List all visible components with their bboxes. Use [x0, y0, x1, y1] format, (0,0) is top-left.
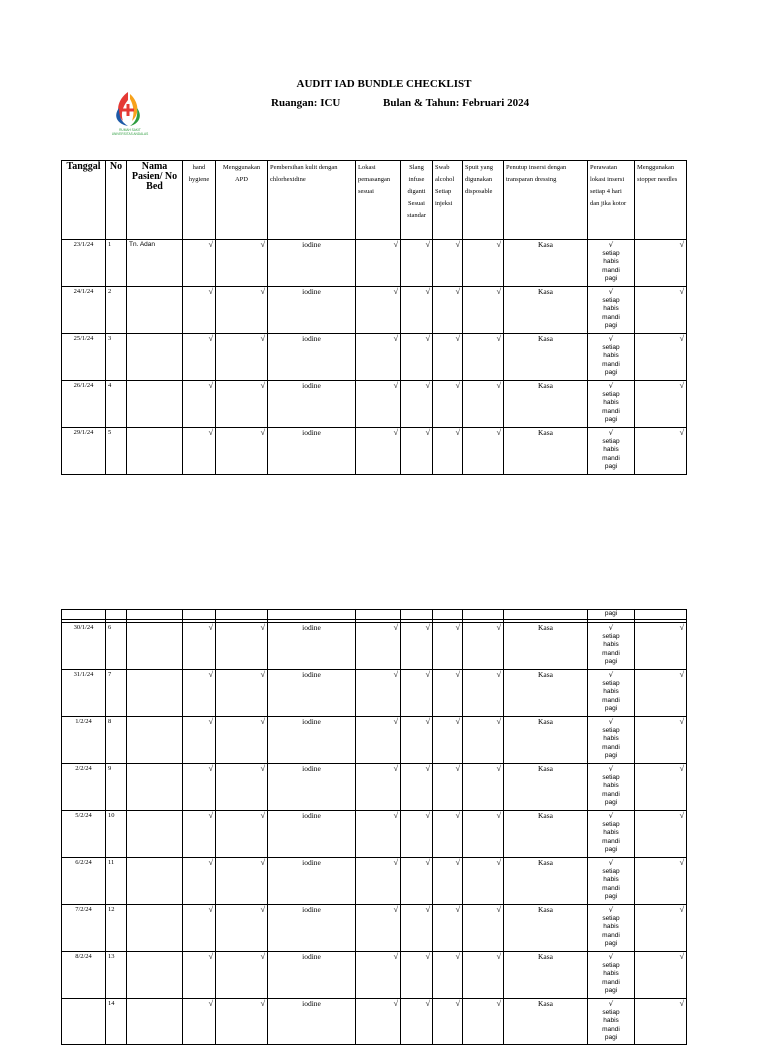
date-cell: 26/1/24 [62, 381, 106, 428]
check-mark: √ [635, 240, 687, 287]
col-slang: Slang infuse diganti Sesuai standar [401, 161, 433, 240]
iodine-cell: iodine [268, 764, 356, 811]
check-mark: √ [183, 334, 216, 381]
check-mark: √ [608, 335, 614, 343]
care-cell [588, 287, 635, 334]
patient-name-cell [127, 999, 183, 1045]
check-mark: √ [356, 764, 401, 811]
check-mark: √ [608, 382, 614, 390]
check-mark: √ [463, 999, 504, 1045]
check-mark: √ [608, 671, 614, 679]
check-mark: √ [635, 334, 687, 381]
check-mark: √ [635, 999, 687, 1045]
check-mark: √ [463, 905, 504, 952]
check-mark: √ [463, 334, 504, 381]
iodine-cell: iodine [268, 811, 356, 858]
check-mark: √ [463, 811, 504, 858]
iodine-cell: iodine [268, 334, 356, 381]
care-text-line: pagi [604, 940, 618, 947]
check-mark: √ [216, 240, 268, 287]
check-mark: √ [433, 999, 463, 1045]
check-mark: √ [183, 717, 216, 764]
table-row [62, 999, 687, 1045]
check-mark: √ [356, 858, 401, 905]
care-cell [588, 428, 635, 475]
care-text-line: setiap [602, 773, 620, 781]
care-text-line: habis [603, 782, 619, 789]
care-text-line: habis [603, 352, 619, 359]
care-text-line: habis [603, 1017, 619, 1024]
continuation-row [62, 610, 687, 620]
kasa-cell: Kasa [504, 287, 588, 334]
care-text-line: pagi [604, 752, 618, 759]
table-row [62, 623, 687, 670]
check-mark: √ [216, 623, 268, 670]
kasa-cell: Kasa [504, 623, 588, 670]
care-cell [588, 240, 635, 287]
no-cell: 2 [106, 287, 127, 334]
kasa-cell: Kasa [504, 811, 588, 858]
care-text-line: mandi [602, 884, 620, 892]
check-mark: √ [401, 811, 433, 858]
care-text-line: setiap [602, 343, 620, 351]
check-mark: √ [463, 764, 504, 811]
col-hand-hygiene: hand hygiene [183, 161, 216, 240]
care-continuation: pagi [588, 610, 635, 620]
check-mark: √ [216, 905, 268, 952]
care-text-line: mandi [602, 978, 620, 986]
date-cell [62, 999, 106, 1045]
check-mark: √ [635, 717, 687, 764]
table-row [62, 670, 687, 717]
check-mark: √ [216, 811, 268, 858]
check-mark: √ [635, 952, 687, 999]
check-mark: √ [463, 287, 504, 334]
no-cell: 9 [106, 764, 127, 811]
check-mark: √ [608, 1000, 614, 1008]
table-row [62, 287, 687, 334]
check-mark: √ [183, 764, 216, 811]
check-mark: √ [356, 428, 401, 475]
check-mark: √ [608, 765, 614, 773]
table-row [62, 764, 687, 811]
check-mark: √ [635, 905, 687, 952]
iodine-cell: iodine [268, 717, 356, 764]
care-text-line: mandi [602, 360, 620, 368]
check-mark: √ [433, 905, 463, 952]
check-mark: √ [183, 952, 216, 999]
table-row [62, 428, 687, 475]
check-mark: √ [433, 334, 463, 381]
table-row [62, 381, 687, 428]
patient-name-cell [127, 287, 183, 334]
check-mark: √ [401, 334, 433, 381]
check-mark: √ [635, 381, 687, 428]
care-text-line: setiap [602, 1008, 620, 1016]
date-cell: 29/1/24 [62, 428, 106, 475]
check-mark: √ [433, 287, 463, 334]
care-text-line: setiap [602, 867, 620, 875]
care-text-line: pagi [604, 705, 618, 712]
col-nama-pasien: Nama Pasien/ No Bed [127, 161, 183, 240]
date-cell: 8/2/24 [62, 952, 106, 999]
check-mark: √ [356, 670, 401, 717]
check-mark: √ [216, 952, 268, 999]
check-mark: √ [608, 953, 614, 961]
svg-text:RUMAH SAKIT: RUMAH SAKIT [119, 128, 141, 132]
no-cell: 1 [106, 240, 127, 287]
check-mark: √ [356, 952, 401, 999]
check-mark: √ [183, 428, 216, 475]
check-mark: √ [608, 906, 614, 914]
check-mark: √ [401, 428, 433, 475]
care-text-line: habis [603, 735, 619, 742]
care-cell [588, 717, 635, 764]
patient-name-cell: Tn. Adan [127, 240, 183, 287]
care-text-line: setiap [602, 390, 620, 398]
care-cell [588, 670, 635, 717]
check-mark: √ [401, 999, 433, 1045]
care-text-line: pagi [604, 799, 618, 806]
col-no: No [106, 161, 127, 240]
check-mark: √ [216, 381, 268, 428]
check-mark: √ [635, 670, 687, 717]
care-text-line: mandi [602, 790, 620, 798]
patient-name-cell [127, 334, 183, 381]
kasa-cell: Kasa [504, 240, 588, 287]
check-mark: √ [608, 288, 614, 296]
care-text-line: mandi [602, 313, 620, 321]
patient-name-cell [127, 717, 183, 764]
care-text-line: pagi [604, 416, 618, 423]
month-year-label: Bulan & Tahun: Februari 2024 [383, 97, 530, 109]
iodine-cell: iodine [268, 905, 356, 952]
table-row [62, 905, 687, 952]
kasa-cell: Kasa [504, 764, 588, 811]
care-text-line: mandi [602, 407, 620, 415]
check-mark: √ [635, 287, 687, 334]
date-cell: 2/2/24 [62, 764, 106, 811]
check-mark: √ [183, 287, 216, 334]
check-mark: √ [433, 623, 463, 670]
table-row [62, 240, 687, 287]
care-text-line: mandi [602, 454, 620, 462]
check-mark: √ [433, 717, 463, 764]
no-cell: 11 [106, 858, 127, 905]
col-pembersihan: Pembersihan kulit dengan chlorhexidine [268, 161, 356, 240]
document-title: AUDIT IAD BUNDLE CHECKLIST [296, 78, 472, 90]
check-mark: √ [433, 428, 463, 475]
patient-name-cell [127, 858, 183, 905]
check-mark: √ [608, 718, 614, 726]
patient-name-cell [127, 428, 183, 475]
care-cell [588, 905, 635, 952]
check-mark: √ [356, 381, 401, 428]
care-text-line: pagi [604, 658, 618, 665]
check-mark: √ [183, 811, 216, 858]
check-mark: √ [608, 859, 614, 867]
check-mark: √ [635, 623, 687, 670]
iodine-cell: iodine [268, 381, 356, 428]
col-apd: Menggunakan APD [216, 161, 268, 240]
check-mark: √ [635, 764, 687, 811]
care-text-line: mandi [602, 743, 620, 751]
care-text-line: setiap [602, 726, 620, 734]
care-text-line: mandi [602, 837, 620, 845]
patient-name-cell [127, 381, 183, 428]
check-mark: √ [463, 717, 504, 764]
check-mark: √ [356, 811, 401, 858]
col-stopper: Menggunakan stopper needles [635, 161, 687, 240]
no-cell: 6 [106, 623, 127, 670]
check-mark: √ [183, 623, 216, 670]
date-cell: 23/1/24 [62, 240, 106, 287]
check-mark: √ [463, 381, 504, 428]
no-cell: 12 [106, 905, 127, 952]
table-row [62, 811, 687, 858]
check-mark: √ [401, 381, 433, 428]
care-text-line: pagi [604, 369, 618, 376]
check-mark: √ [433, 952, 463, 999]
check-mark: √ [463, 858, 504, 905]
check-mark: √ [401, 717, 433, 764]
kasa-cell: Kasa [504, 381, 588, 428]
check-mark: √ [608, 812, 614, 820]
iodine-cell: iodine [268, 670, 356, 717]
care-cell [588, 381, 635, 428]
care-text-line: habis [603, 829, 619, 836]
table-row [62, 334, 687, 381]
patient-name-cell [127, 764, 183, 811]
check-mark: √ [216, 334, 268, 381]
check-mark: √ [433, 381, 463, 428]
care-text-line: setiap [602, 632, 620, 640]
care-text-line: habis [603, 446, 619, 453]
check-mark: √ [356, 334, 401, 381]
care-text-line: mandi [602, 266, 620, 274]
care-text-line: habis [603, 876, 619, 883]
hospital-logo [95, 88, 165, 138]
check-mark: √ [463, 670, 504, 717]
care-text-line: pagi [604, 1034, 618, 1041]
check-mark: √ [216, 999, 268, 1045]
care-text-line: pagi [604, 893, 618, 900]
col-penutup: Penutup insersi dengan transparan dressing [504, 161, 588, 240]
table-header-row [62, 161, 687, 240]
check-mark: √ [356, 240, 401, 287]
care-text-line: mandi [602, 1025, 620, 1033]
date-cell: 7/2/24 [62, 905, 106, 952]
table-row [62, 717, 687, 764]
check-mark: √ [401, 623, 433, 670]
check-mark: √ [183, 905, 216, 952]
check-mark: √ [216, 717, 268, 764]
care-text-line: pagi [604, 987, 618, 994]
patient-name-cell [127, 905, 183, 952]
col-swab: Swab alcohol Setiap injeksi [433, 161, 463, 240]
iodine-cell: iodine [268, 858, 356, 905]
patient-name-cell [127, 811, 183, 858]
date-cell: 25/1/24 [62, 334, 106, 381]
check-mark: √ [401, 764, 433, 811]
col-tanggal: Tanggal [62, 161, 106, 240]
check-mark: √ [216, 287, 268, 334]
date-cell: 24/1/24 [62, 287, 106, 334]
check-mark: √ [401, 240, 433, 287]
care-text-line: pagi [604, 275, 618, 282]
check-mark: √ [216, 764, 268, 811]
care-text-line: mandi [602, 649, 620, 657]
check-mark: √ [635, 428, 687, 475]
check-mark: √ [183, 381, 216, 428]
no-cell: 13 [106, 952, 127, 999]
check-mark: √ [216, 428, 268, 475]
care-text-line: pagi [604, 463, 618, 470]
care-text-line: setiap [602, 914, 620, 922]
date-cell: 31/1/24 [62, 670, 106, 717]
check-mark: √ [635, 811, 687, 858]
iodine-cell: iodine [268, 952, 356, 999]
table-row [62, 858, 687, 905]
check-mark: √ [401, 952, 433, 999]
check-mark: √ [463, 623, 504, 670]
check-mark: √ [356, 287, 401, 334]
care-cell [588, 334, 635, 381]
kasa-cell: Kasa [504, 428, 588, 475]
iodine-cell: iodine [268, 240, 356, 287]
check-mark: √ [356, 905, 401, 952]
no-cell: 5 [106, 428, 127, 475]
check-mark: √ [463, 428, 504, 475]
check-mark: √ [183, 858, 216, 905]
check-mark: √ [401, 670, 433, 717]
check-mark: √ [433, 764, 463, 811]
kasa-cell: Kasa [504, 858, 588, 905]
iodine-cell: iodine [268, 287, 356, 334]
date-cell: 6/2/24 [62, 858, 106, 905]
no-cell: 7 [106, 670, 127, 717]
check-mark: √ [401, 858, 433, 905]
date-cell: 1/2/24 [62, 717, 106, 764]
check-mark: √ [433, 670, 463, 717]
care-cell [588, 999, 635, 1045]
care-cell [588, 764, 635, 811]
check-mark: √ [433, 858, 463, 905]
check-mark: √ [463, 240, 504, 287]
check-mark: √ [216, 670, 268, 717]
iodine-cell: iodine [268, 999, 356, 1045]
check-mark: √ [433, 240, 463, 287]
care-text-line: habis [603, 641, 619, 648]
check-mark: √ [608, 241, 614, 249]
care-text-line: habis [603, 305, 619, 312]
iodine-cell: iodine [268, 623, 356, 670]
kasa-cell: Kasa [504, 670, 588, 717]
col-lokasi: Lokasi pemasangan sesuai [356, 161, 401, 240]
care-text-line: setiap [602, 679, 620, 687]
table-row [62, 952, 687, 999]
date-cell: 30/1/24 [62, 623, 106, 670]
check-mark: √ [433, 811, 463, 858]
care-text-line: setiap [602, 296, 620, 304]
care-text-line: setiap [602, 249, 620, 257]
check-mark: √ [356, 999, 401, 1045]
check-mark: √ [608, 429, 614, 437]
check-mark: √ [216, 858, 268, 905]
no-cell: 10 [106, 811, 127, 858]
check-mark: √ [183, 240, 216, 287]
check-mark: √ [463, 952, 504, 999]
no-cell: 14 [106, 999, 127, 1045]
care-text-line: setiap [602, 437, 620, 445]
date-cell: 5/2/24 [62, 811, 106, 858]
care-text-line: mandi [602, 931, 620, 939]
check-mark: √ [356, 623, 401, 670]
kasa-cell: Kasa [504, 952, 588, 999]
patient-name-cell [127, 670, 183, 717]
kasa-cell: Kasa [504, 717, 588, 764]
check-mark: √ [183, 670, 216, 717]
no-cell: 4 [106, 381, 127, 428]
kasa-cell: Kasa [504, 334, 588, 381]
care-text-line: pagi [604, 322, 618, 329]
room-label: Ruangan: ICU [271, 97, 341, 109]
care-cell [588, 952, 635, 999]
no-cell: 3 [106, 334, 127, 381]
check-mark: √ [608, 624, 614, 632]
care-text-line: habis [603, 923, 619, 930]
col-spuit: Spuit yang digunakan disposable [463, 161, 504, 240]
patient-name-cell [127, 952, 183, 999]
no-cell: 8 [106, 717, 127, 764]
kasa-cell: Kasa [504, 999, 588, 1045]
care-text-line: setiap [602, 961, 620, 969]
checklist-table-page-1 [61, 160, 687, 475]
col-perawatan: Perawatan lokasi insersi setiap 4 hari dan jika kotor [588, 161, 635, 240]
checklist-table-page-2 [61, 609, 687, 1045]
kasa-cell: Kasa [504, 905, 588, 952]
care-text-line: habis [603, 399, 619, 406]
check-mark: √ [183, 999, 216, 1045]
care-text-line: setiap [602, 820, 620, 828]
check-mark: √ [356, 717, 401, 764]
care-text-line: habis [603, 688, 619, 695]
iodine-cell: iodine [268, 428, 356, 475]
care-text-line: habis [603, 970, 619, 977]
check-mark: √ [635, 858, 687, 905]
care-text-line: pagi [604, 846, 618, 853]
check-mark: √ [401, 905, 433, 952]
care-cell [588, 858, 635, 905]
check-mark: √ [401, 287, 433, 334]
patient-name-cell [127, 623, 183, 670]
care-text-line: mandi [602, 696, 620, 704]
care-cell [588, 623, 635, 670]
care-cell [588, 811, 635, 858]
svg-text:UNIVERSITAS ANDALAS: UNIVERSITAS ANDALAS [111, 132, 149, 136]
care-text-line: habis [603, 258, 619, 265]
